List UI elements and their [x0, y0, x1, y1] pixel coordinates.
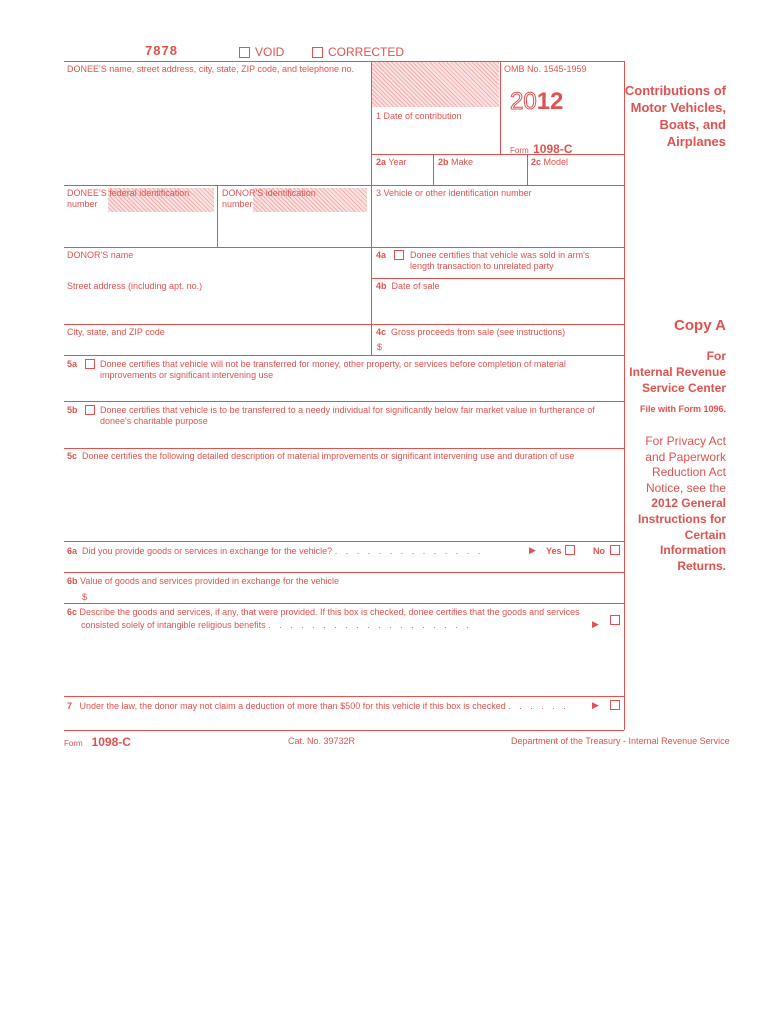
- city-field[interactable]: [66, 339, 369, 353]
- box6a-no-checkbox[interactable]: [610, 545, 620, 555]
- donee-info-label: DONEE'S name, street address, city, state, ZIP code, and telephone no.: [67, 64, 355, 74]
- form-number-top: Form 1098-C: [510, 142, 573, 156]
- box6c-line1: 6c Describe the goods and services, if any, that were provided. If this box is checked, donee certifies that the goods and services: [67, 607, 580, 617]
- box6a-label: 6a Did you provide goods or services in exchange for the vehicle? . . . . . . . . . . . . . .: [67, 546, 484, 556]
- footer-department: Department of the Treasury - Internal Revenue Service: [511, 736, 730, 746]
- city-label: City, state, and ZIP code: [67, 327, 165, 337]
- form-title: Contributions of Motor Vehicles, Boats, and Airplanes: [624, 83, 726, 149]
- box6b-label: 6b Value of goods and services provided in exchange for the vehicle: [67, 576, 340, 586]
- footer-cat-number: Cat. No. 39732R: [288, 736, 356, 746]
- form-code: 7878: [145, 43, 178, 58]
- box6c-checkbox[interactable]: [610, 615, 620, 625]
- box6a-yes-checkbox[interactable]: [565, 545, 575, 555]
- donee-federal-id-field[interactable]: [66, 214, 215, 245]
- box2b-label: 2b Make: [438, 157, 474, 167]
- box7-arrow: ▶: [592, 700, 599, 710]
- box4a-checkbox[interactable]: [394, 250, 404, 260]
- box4b-date-field[interactable]: [374, 294, 622, 322]
- box5a-num: 5a: [67, 359, 78, 369]
- box6c-description-field[interactable]: [66, 634, 622, 694]
- copy-a-for: For Internal Revenue Service Center: [629, 349, 726, 395]
- shaded-area: [372, 62, 499, 107]
- box3-label: 3 Vehicle or other identification number: [376, 188, 532, 198]
- donee-info-field[interactable]: [66, 76, 368, 182]
- box4c-label: 4c Gross proceeds from sale (see instructions): [376, 327, 566, 337]
- donor-id-label: DONOR'S identification number: [222, 188, 316, 209]
- box6a-no-label: No: [593, 546, 605, 556]
- box5b-num: 5b: [67, 405, 78, 415]
- box6c-arrow: ▶: [592, 619, 599, 629]
- street-label: Street address (including apt. no.): [67, 281, 203, 291]
- box5c-label: 5c Donee certifies the following detailed description of material improvements or significant intervening use and duration of use: [67, 451, 575, 461]
- box5a-checkbox[interactable]: [85, 359, 95, 369]
- box1-date-field[interactable]: [375, 124, 497, 152]
- box2a-year-field[interactable]: [373, 169, 431, 183]
- box7-checkbox[interactable]: [610, 700, 620, 710]
- box6a-arrow: ▶: [529, 545, 536, 555]
- omb-number: OMB No. 1545-1959: [504, 64, 587, 74]
- box6b-value-field[interactable]: [92, 589, 622, 602]
- file-with-note: File with Form 1096.: [639, 404, 726, 414]
- box6a-yes-label: Yes: [546, 546, 562, 556]
- donor-name-label: DONOR'S name: [67, 250, 134, 260]
- void-label: VOID: [255, 45, 285, 59]
- box2c-model-field[interactable]: [529, 169, 622, 183]
- box4b-label: 4b Date of sale: [376, 281, 440, 291]
- copy-a-heading: Copy A: [674, 317, 726, 334]
- corrected-checkbox[interactable]: [312, 47, 323, 58]
- box2b-make-field[interactable]: [435, 169, 525, 183]
- box1-label: 1 Date of contribution: [376, 111, 462, 121]
- donor-name-field[interactable]: [66, 262, 369, 277]
- box5c-description-field[interactable]: [66, 464, 622, 539]
- box6b-dollar: $: [82, 592, 88, 602]
- box2a-label: 2a Year: [376, 157, 407, 167]
- privacy-notice: For Privacy Act and Paperwork Reduction Act Notice, see the 2012 General Instructions for Certain Information Returns.: [637, 434, 726, 573]
- box4c-dollar: $: [377, 342, 383, 352]
- box4c-proceeds-field[interactable]: [387, 339, 622, 353]
- donor-id-field[interactable]: [219, 214, 369, 245]
- box5b-checkbox[interactable]: [85, 405, 95, 415]
- box7-label: 7 Under the law, the donor may not claim a deduction of more than $500 for this vehicle if this box is checked . . . . . .: [67, 701, 569, 711]
- box6c-line2: consisted solely of intangible religious benefits . . . . . . . . . . . . . . . . . . .: [81, 620, 472, 630]
- corrected-label: CORRECTED: [328, 45, 405, 59]
- form-year: 2012: [510, 88, 564, 115]
- box4a-text: Donee certifies that vehicle was sold in arm's length transaction to unrelated party: [410, 250, 590, 271]
- footer-form-number: Form 1098-C: [64, 735, 131, 749]
- donee-federal-id-label: DONEE'S federal identification number: [67, 188, 190, 209]
- box5b-text: Donee certifies that vehicle is to be transferred to a needy individual for significantly below fair market value in furtherance of donee's charitable purpose: [100, 405, 595, 426]
- street-field[interactable]: [66, 294, 369, 322]
- box2c-label: 2c Model: [531, 157, 569, 167]
- box4a-num: 4a: [376, 250, 387, 260]
- void-checkbox[interactable]: [239, 47, 250, 58]
- box5a-text: Donee certifies that vehicle will not be transferred for money, other property, or services before completion of material improvements or significant intervening use: [100, 359, 566, 380]
- box3-vin-field[interactable]: [374, 202, 622, 245]
